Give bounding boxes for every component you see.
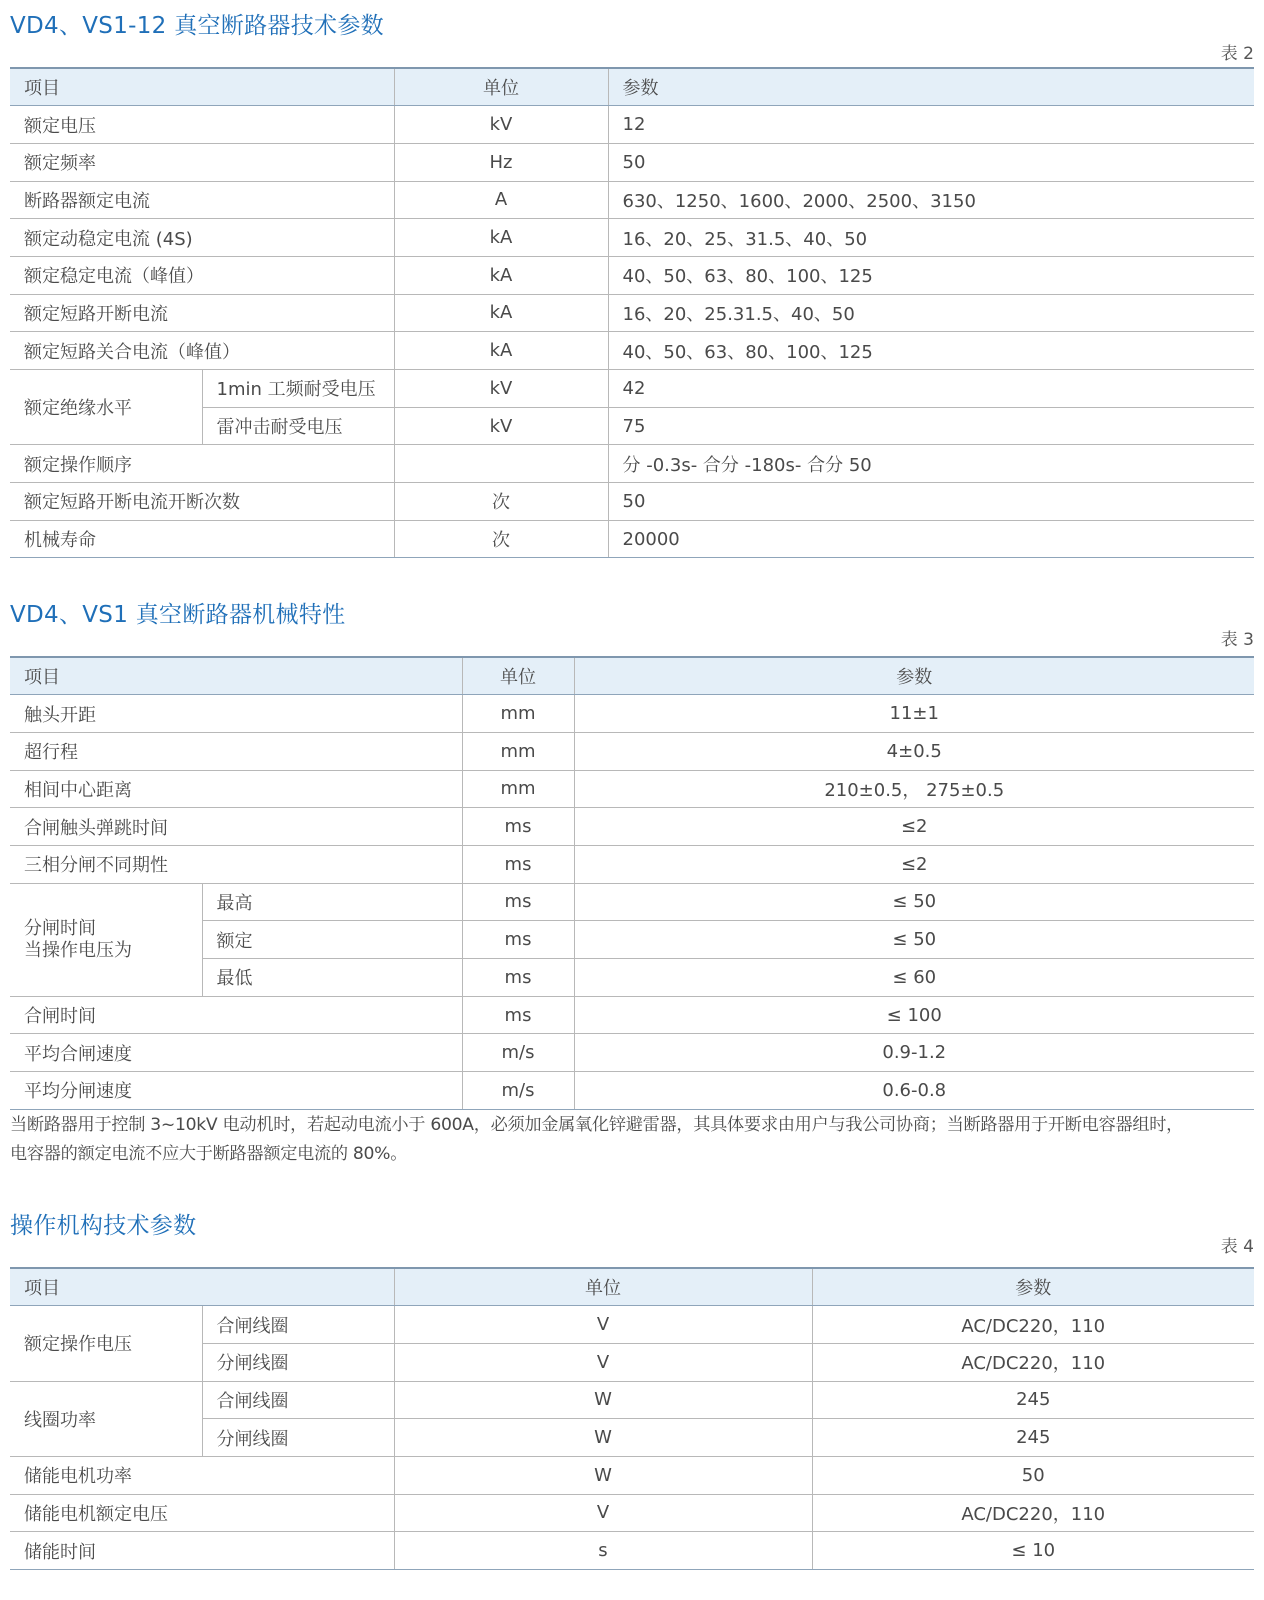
row-sub-item: 雷冲击耐受电压 bbox=[202, 407, 394, 445]
row-value: 630、1250、1600、2000、2500、3150 bbox=[608, 181, 1254, 219]
table2-title: VD4、VS1-12 真空断路器技术参数 bbox=[10, 13, 384, 39]
row-value: 0.9-1.2 bbox=[574, 1034, 1254, 1072]
row-unit: ms bbox=[462, 808, 574, 846]
row-unit: ms bbox=[462, 959, 574, 997]
note-line: 当断路器用于控制 3~10kV 电动机时，若起动电流小于 600A，必须加金属氧化锌避雷器，其具体要求由用户与我公司协商；当断路器用于开断电容器组时， bbox=[10, 1115, 1184, 1135]
table-row bbox=[10, 332, 1254, 370]
row-item: 平均分闸速度 bbox=[10, 1072, 462, 1110]
row-value: 0.6-0.8 bbox=[574, 1072, 1254, 1110]
table-row bbox=[10, 883, 1254, 921]
row-item: 额定短路开断电流 bbox=[10, 294, 394, 332]
row-value: AC/DC220，110 bbox=[812, 1343, 1254, 1381]
row-unit: mm bbox=[462, 695, 574, 733]
row-unit: mm bbox=[462, 732, 574, 770]
row-sub-item: 最高 bbox=[202, 883, 462, 921]
note-paragraph bbox=[10, 1111, 1254, 1169]
row-sub-item: 合闸线圈 bbox=[202, 1306, 394, 1344]
row-sub-item: 额定 bbox=[202, 921, 462, 959]
row-value: 75 bbox=[608, 407, 1254, 445]
table-row bbox=[10, 143, 1254, 181]
row-item: 合闸时间 bbox=[10, 996, 462, 1034]
row-unit: ms bbox=[462, 883, 574, 921]
row-sub-item: 分闸线圈 bbox=[202, 1419, 394, 1457]
row-item: 三相分闸不同期性 bbox=[10, 845, 462, 883]
row-item: 额定电压 bbox=[10, 106, 394, 144]
table2 bbox=[10, 67, 1254, 558]
row-unit: kV bbox=[394, 370, 608, 408]
row-value: 11±1 bbox=[574, 695, 1254, 733]
table-row bbox=[10, 219, 1254, 257]
row-unit: Hz bbox=[394, 143, 608, 181]
section-table4 bbox=[10, 1210, 1254, 1570]
group-line: 当操作电压为 bbox=[24, 939, 132, 961]
row-value: 16、20、25、31.5、40、50 bbox=[608, 219, 1254, 257]
row-unit: kA bbox=[394, 219, 608, 257]
row-unit: s bbox=[394, 1532, 812, 1570]
row-item: 额定短路关合电流（峰值） bbox=[10, 332, 394, 370]
row-unit: V bbox=[394, 1494, 812, 1532]
row-unit: V bbox=[394, 1343, 812, 1381]
table-row bbox=[10, 845, 1254, 883]
row-unit: m/s bbox=[462, 1072, 574, 1110]
table-row bbox=[10, 520, 1254, 558]
row-value: 50 bbox=[608, 143, 1254, 181]
row-item: 储能电机功率 bbox=[10, 1456, 394, 1494]
row-item: 额定稳定电流（峰值） bbox=[10, 256, 394, 294]
row-value: ≤ 60 bbox=[574, 959, 1254, 997]
row-unit: W bbox=[394, 1419, 812, 1457]
table4 bbox=[10, 1267, 1254, 1570]
row-group-item: 额定操作电压 bbox=[10, 1306, 202, 1381]
row-item: 超行程 bbox=[10, 732, 462, 770]
row-value: 50 bbox=[812, 1456, 1254, 1494]
group-line: 分闸时间 bbox=[24, 917, 96, 939]
row-item: 相间中心距离 bbox=[10, 770, 462, 808]
row-unit: W bbox=[394, 1381, 812, 1419]
table-row bbox=[10, 181, 1254, 219]
row-value: ≤ 50 bbox=[574, 921, 1254, 959]
table-row bbox=[10, 770, 1254, 808]
table-row bbox=[10, 695, 1254, 733]
header-unit: 单位 bbox=[462, 657, 574, 695]
table-row bbox=[10, 996, 1254, 1034]
row-value: 4±0.5 bbox=[574, 732, 1254, 770]
row-value: 12 bbox=[608, 106, 1254, 144]
table-row bbox=[10, 1034, 1254, 1072]
row-unit: kV bbox=[394, 106, 608, 144]
header-item: 项目 bbox=[10, 68, 394, 106]
row-value: ≤2 bbox=[574, 808, 1254, 846]
row-value: 16、20、25.31.5、40、50 bbox=[608, 294, 1254, 332]
row-unit: ms bbox=[462, 921, 574, 959]
table-row bbox=[10, 445, 1254, 483]
table-row bbox=[10, 1072, 1254, 1110]
table3-header-row bbox=[10, 657, 1254, 695]
header-item: 项目 bbox=[10, 657, 462, 695]
row-value: AC/DC220，110 bbox=[812, 1306, 1254, 1344]
note-line: 电容器的额定电流不应大于断路器额定电流的 80%。 bbox=[10, 1144, 408, 1164]
row-group-item: 额定绝缘水平 bbox=[10, 370, 202, 445]
row-value: 210±0.5， 275±0.5 bbox=[574, 770, 1254, 808]
table-row bbox=[10, 256, 1254, 294]
table-row bbox=[10, 1532, 1254, 1570]
row-item: 额定操作顺序 bbox=[10, 445, 394, 483]
table-row bbox=[10, 1456, 1254, 1494]
row-unit: W bbox=[394, 1456, 812, 1494]
row-group-item bbox=[10, 883, 202, 996]
section-table3 bbox=[10, 599, 1254, 1110]
row-unit: kA bbox=[394, 256, 608, 294]
row-value: 50 bbox=[608, 483, 1254, 521]
header-value: 参数 bbox=[608, 68, 1254, 106]
row-item: 平均合闸速度 bbox=[10, 1034, 462, 1072]
row-unit: ms bbox=[462, 996, 574, 1034]
section-table2 bbox=[10, 10, 1254, 558]
row-value: 245 bbox=[812, 1381, 1254, 1419]
row-value: 245 bbox=[812, 1419, 1254, 1457]
row-unit bbox=[394, 445, 608, 483]
row-sub-item: 1min 工频耐受电压 bbox=[202, 370, 394, 408]
row-sub-item: 分闸线圈 bbox=[202, 1343, 394, 1381]
table-row bbox=[10, 370, 1254, 408]
row-value: ≤ 10 bbox=[812, 1532, 1254, 1570]
row-unit: kV bbox=[394, 407, 608, 445]
header-value: 参数 bbox=[574, 657, 1254, 695]
row-item: 储能时间 bbox=[10, 1532, 394, 1570]
row-sub-item: 合闸线圈 bbox=[202, 1381, 394, 1419]
table-row bbox=[10, 732, 1254, 770]
table4-header-row bbox=[10, 1268, 1254, 1306]
row-sub-item: 最低 bbox=[202, 959, 462, 997]
table3-title: VD4、VS1 真空断路器机械特性 bbox=[10, 602, 346, 628]
row-unit: 次 bbox=[394, 483, 608, 521]
row-value: AC/DC220，110 bbox=[812, 1494, 1254, 1532]
row-item: 机械寿命 bbox=[10, 520, 394, 558]
table-row bbox=[10, 808, 1254, 846]
header-unit: 单位 bbox=[394, 68, 608, 106]
row-value: ≤ 100 bbox=[574, 996, 1254, 1034]
table2-number: 表 2 bbox=[1220, 44, 1254, 64]
row-group-item: 线圈功率 bbox=[10, 1381, 202, 1456]
row-value: ≤2 bbox=[574, 845, 1254, 883]
row-item: 储能电机额定电压 bbox=[10, 1494, 394, 1532]
row-unit: 次 bbox=[394, 520, 608, 558]
row-item: 额定频率 bbox=[10, 143, 394, 181]
row-value: 40、50、63、80、100、125 bbox=[608, 256, 1254, 294]
row-unit: mm bbox=[462, 770, 574, 808]
table-row bbox=[10, 1381, 1254, 1419]
table-row bbox=[10, 1494, 1254, 1532]
table-row bbox=[10, 483, 1254, 521]
table3-number: 表 3 bbox=[1220, 630, 1254, 650]
table3 bbox=[10, 656, 1254, 1110]
row-value: 分 -0.3s- 合分 -180s- 合分 50 bbox=[608, 445, 1254, 483]
row-unit: ms bbox=[462, 845, 574, 883]
row-unit: V bbox=[394, 1306, 812, 1344]
row-item: 合闸触头弹跳时间 bbox=[10, 808, 462, 846]
row-value: 42 bbox=[608, 370, 1254, 408]
row-item: 断路器额定电流 bbox=[10, 181, 394, 219]
row-unit: m/s bbox=[462, 1034, 574, 1072]
row-unit: A bbox=[394, 181, 608, 219]
row-item: 额定动稳定电流 (4S) bbox=[10, 219, 394, 257]
header-item: 项目 bbox=[10, 1268, 394, 1306]
row-item: 额定短路开断电流开断次数 bbox=[10, 483, 394, 521]
table2-header-row bbox=[10, 68, 1254, 106]
row-unit: kA bbox=[394, 294, 608, 332]
header-unit: 单位 bbox=[394, 1268, 812, 1306]
row-unit: kA bbox=[394, 332, 608, 370]
table-row bbox=[10, 294, 1254, 332]
table4-number: 表 4 bbox=[1220, 1237, 1254, 1257]
header-value: 参数 bbox=[812, 1268, 1254, 1306]
table4-title: 操作机构技术参数 bbox=[10, 1213, 197, 1239]
row-value: ≤ 50 bbox=[574, 883, 1254, 921]
table-row bbox=[10, 1306, 1254, 1344]
row-value: 40、50、63、80、100、125 bbox=[608, 332, 1254, 370]
row-item: 触头开距 bbox=[10, 695, 462, 733]
table-row bbox=[10, 106, 1254, 144]
row-value: 20000 bbox=[608, 520, 1254, 558]
